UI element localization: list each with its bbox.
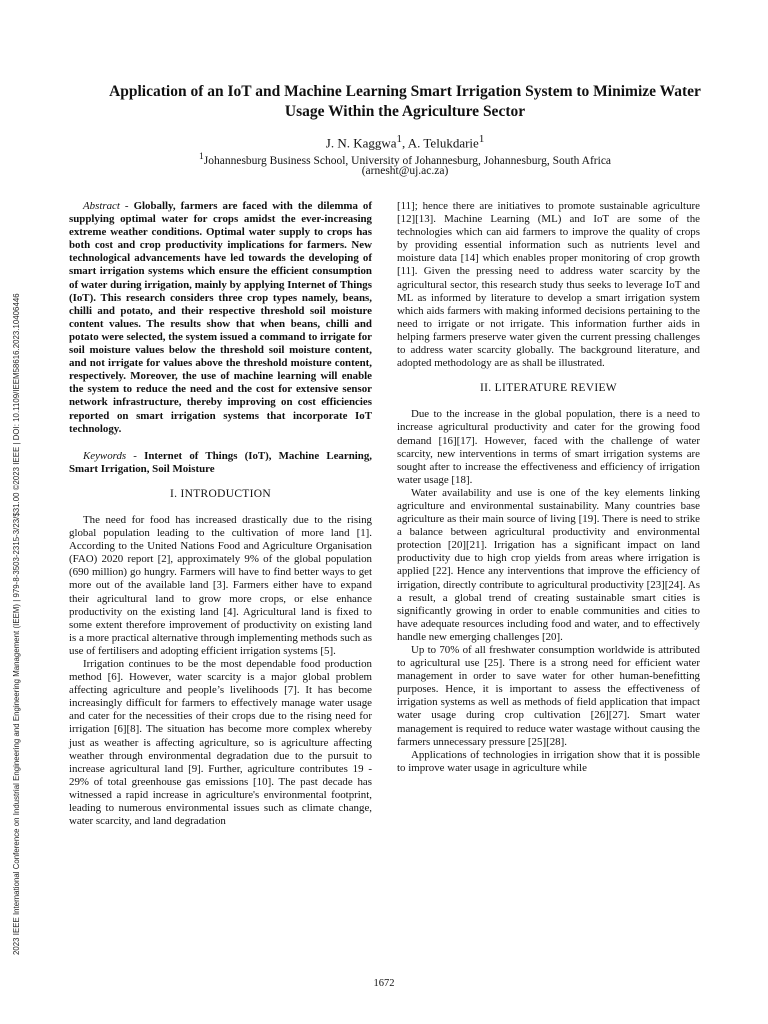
author-separator: , — [401, 135, 408, 151]
abstract — [69, 200, 372, 436]
author-name: A. Telukdarie — [407, 135, 479, 151]
keywords-label: Keywords - — [83, 449, 145, 462]
section-heading-introduction: I. INTRODUCTION — [170, 487, 271, 500]
author-email: (arnesht@uj.ac.za) — [361, 165, 449, 177]
body-paragraph: Water availability and use is one of the key elements linking agriculture and environmental sustainability. Many countries base agriculture as their main source of living [19]. There is need to strike a balance between agricultural productivity and environmental protection [20][21]. Irrigation has a significant impact on land productivity due to high crop yields from areas where irrigation is applied [22]. Hence any interventions that improve the efficiency of irrigation, directly contribute to agricultural productivity [23][24]. As a result, a global trend of creating sustainable smart cities is significantly growing in order to enable communities and cities to have adequate resources including food and water, and to effectively handle new emerging challenges [20]. — [397, 486, 700, 643]
conference-doi-text: 2023 IEEE International Conference on Industrial Engineering and Engineering Management (IEEM) | 979-8-3503-2315-3/23/$31.00 ©2023 IEEE | DOI: 10.1109/IEEM58616.2023.10406446 — [12, 293, 21, 955]
body-paragraph: Due to the increase in the global population, there is a need to increase agricultural productivity and cater for the growing food demand [16][17]. However, faced with the challenge of water scarcity, new interventions in terms of smart irrigation systems are sought after to increase the effectiveness and efficiency of irrigation water usage [18]. — [397, 408, 700, 486]
conference-sidebar — [12, 210, 28, 955]
keywords — [69, 450, 372, 476]
section-heading-literature-review: II. LITERATURE REVIEW — [480, 382, 617, 395]
left-column — [69, 200, 372, 828]
body-paragraph: Applications of technologies in irrigation show that it is possible to improve water usage in agriculture while — [397, 748, 700, 774]
author-affiliation-mark: 1 — [396, 133, 402, 145]
body-paragraph: The need for food has increased drastically due to the rising global population leading to the cultivation of more land [1]. According to the United Nations Food and Agriculture Organisation (FAO) 2020 report [2], approximately 9% of the global population (690 million) go hungry. Farmers will have to find better ways to get more out of the available land [3]. Farmers either have to expand their agricultural land to grow more crops, or else enhance productivity on the existing land [4]. Agricultural land is fixed to some extent therefore improvement of productivity on existing land is a more practical alternative through implementing methods such as use of fertilisers and adopting efficient irrigation systems [5]. — [69, 513, 372, 657]
body-paragraph: Up to 70% of all freshwater consumption worldwide is attributed to agricultural use [25]. There is a strong need for efficient water management in order to save water for other human-benefitting purposes. Hence, it is important to assess the effectiveness of irrigation systems as well as methods of field application that impact water usage during crop cultivation [26][27]. Smart water management is required to reduce water wastage without causing the farmers unnecessary pressure [25][28]. — [397, 644, 700, 748]
affiliation-mark: 1 — [198, 151, 204, 162]
page-number: 1672 — [373, 978, 395, 989]
body-paragraph-continued: [11]; hence there are initiatives to promote sustainable agriculture [12][13]. Machine Learning (ML) and IoT are some of the technologies which can aid farmers to improve the quality of crops by providing essential information such as nutrients level and moisture data [14] which enables proper monitoring of crop growth [11]. Given the pressing need to address water scarcity by the agricultural sector, this research study thus seeks to leverage IoT and ML as informed by literature to develop a smart irrigation system which aids farmers with making informed decisions pertaining to the need to irrigate or not irrigate. This information further aids in helping farmers preserve water given the current pressing challenges to address water scarcity globally. The background literature, and adopted methodology are as shall be illustrated. — [397, 200, 700, 370]
keywords-body: Internet of Things (IoT), Machine Learning, Smart Irrigation, Soil Moisture — [69, 449, 372, 475]
author-name: J. N. Kaggwa — [325, 135, 397, 151]
abstract-body: Globally, farmers are faced with the dilemma of supplying optimal water for crops amidst the ever-increasing extreme weather conditions. Optimal water supply to crops has both cost and crop productivity implications for farmers. New technological advancements have led towards the developing of smart irrigation systems which ensure the efficient consumption of water during irrigation, mainly by applying Internet of Things (IoT). This research considers three crop types namely, beans, chilli and potato, and their respective threshold soil moisture content values. The results show that when beans, chilli and potato were selected, the system issued a command to irrigate for soil moisture values below the threshold soil moisture content, and not irrigate for values above the threshold moisture content, respectively. Moreover, the use of machine learning will enable the system to reduce the need and the cost for extensive sensor network infrastructure, thereby improving on cost efficiencies reported on smart irrigation systems that incorporate IoT technology. — [69, 200, 372, 435]
author-affiliation-mark: 1 — [478, 133, 485, 145]
abstract-label: Abstract - — [83, 200, 134, 212]
affiliation-text: Johannesburg Business School, University of Johannesburg, Johannesburg, South Africa — [203, 154, 612, 167]
body-paragraph: Irrigation continues to be the most dependable food production method [6]. However, water scarcity is a major global problem affecting agriculture and people’s livelihoods [7]. It has become increasingly difficult for farmers to effectively manage water usage and cater for the necessities of their crops due to the rising need for irrigation [6][8]. The situation has become more complex whereby just as weather is affecting agriculture, so is agriculture affecting weather through environmental degradation due to the pursuit to increase agricultural land [9]. Further, agriculture contributes 19 - 29% of total greenhouse gas emissions [10]. The past decade has witnessed a rapid increase in agriculture's environmental footprint, leading to numerous environmental issues such as climate change, water scarcity, and land degradation — [69, 658, 372, 828]
right-column — [397, 200, 700, 775]
paper-title: Application of an IoT and Machine Learning Smart Irrigation System to Minimize Water Usage Within the Agriculture Sector — [109, 83, 701, 120]
